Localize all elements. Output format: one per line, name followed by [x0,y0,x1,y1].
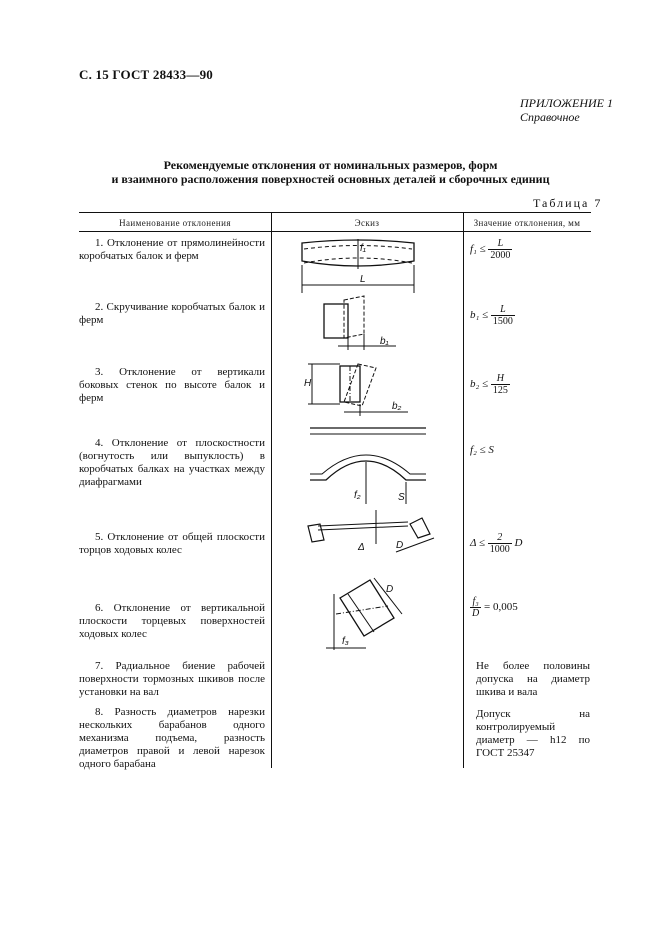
row-value: Допуск на контролируемый диаметр — h12 по ГОСТ 25347 [476,708,590,759]
label-H: H [304,378,312,389]
table-row [79,437,265,489]
row-value [470,304,590,327]
row-value [470,238,590,261]
label-b1: b₁ [380,336,389,347]
row-text: Отклонение от вертикальной плоскости торцевых поверхностей ходовых колес [79,602,265,640]
table-row [79,602,265,641]
label-b2: b₂ [392,401,402,412]
table-header-rule [79,231,591,232]
value-fraction: $\frac{L}{2000}$ [490,238,511,261]
row-number: 4. [95,437,104,449]
page-header: С. 15 ГОСТ 28433—90 [79,67,213,82]
row-text: Отклонение от плоскостности (вогнутость или выпуклость) в коробчатых балках на участках между диафрагмами [79,437,265,488]
row-text: Скручивание коробчатых балок и ферм [79,301,265,326]
row-value [470,596,590,619]
sketch-flatness [306,424,430,508]
value-fraction: $\frac{2}{1000}$ [489,532,510,555]
table-row [79,660,265,699]
row-value [470,532,590,555]
label-delta: Δ [358,542,365,553]
row-text: Разность диаметров нарезки нескольких барабанов одного механизма подъема, разность диаметров правой и левой нарезок одного барабана [79,706,266,770]
row-value [470,373,590,396]
row-value: Не более половины допуска на диаметр шкива и вала [476,660,590,698]
value-rhs: D [514,537,523,550]
sketch-wall-vertical [304,356,414,420]
table-row [79,301,265,327]
label-D: D [386,584,394,595]
row-text: Отклонение от прямолинейности коробчатых балок и ферм [79,237,266,262]
label-L: L [360,274,366,285]
label-D: D [396,540,404,551]
sketch-beam-straightness [296,235,426,297]
document-title [0,158,661,186]
appendix-block [520,96,613,124]
row-text: Отклонение от вертикали боковых стенок по высоте балок и ферм [79,366,265,404]
value-fraction: $\frac{L}{1500}$ [492,304,513,327]
title-line-1: Рекомендуемые отклонения от номинальных размеров, форм [163,158,498,172]
label-f1: f₁ [360,243,366,254]
table-row [79,706,265,771]
row-number: 8. [95,706,104,718]
appendix-note: Справочное [520,110,580,124]
row-number: 6. [95,602,104,614]
value-lhs: b₂ ≤ [470,378,489,391]
sketch-wheel-plane [304,508,440,566]
row-number: 5. [95,531,104,543]
value-lhs: Δ ≤ [470,537,486,550]
row-number: 3. [95,366,104,378]
column-divider-2 [463,212,464,768]
row-value: f₂ ≤ S [470,444,494,456]
label-f3: f₃ [342,636,349,647]
row-number: 2. [95,301,104,313]
column-header-name: Наименование отклонения [119,218,231,228]
table-label: Таблица 7 [533,196,603,210]
appendix-label: ПРИЛОЖЕНИЕ 1 [520,96,613,110]
table-top-rule [79,212,591,213]
value-lhs: f₁ ≤ [470,243,486,256]
value-lhs: b₁ ≤ [470,309,489,322]
sketch-beam-twist [318,294,398,352]
value-fraction: $\frac{\text{f₃}}{D}$ [472,596,480,619]
title-line-2: и взаимного расположения поверхностей основных деталей и сборочных единиц [111,172,550,186]
column-header-sketch: Эскиз [354,218,380,228]
label-S: S [398,492,405,503]
row-number: 7. [95,660,104,672]
table-row [79,531,265,557]
table-row [79,366,265,405]
table-row [79,237,265,263]
column-header-value: Значение отклонения, мм [473,218,581,228]
value-fraction: $\frac{H}{125}$ [492,373,508,396]
row-number: 1. [95,237,104,249]
column-divider-1 [271,212,272,768]
value-rhs: = 0,005 [483,601,518,614]
sketch-wheel-vertical [318,570,414,656]
label-f2: f₂ [354,490,361,501]
row-text: Отклонение от общей плоскости торцов ходовых колес [79,531,265,556]
row-text: Радиальное биение рабочей поверхности тормозных шкивов после установки на вал [79,660,266,698]
